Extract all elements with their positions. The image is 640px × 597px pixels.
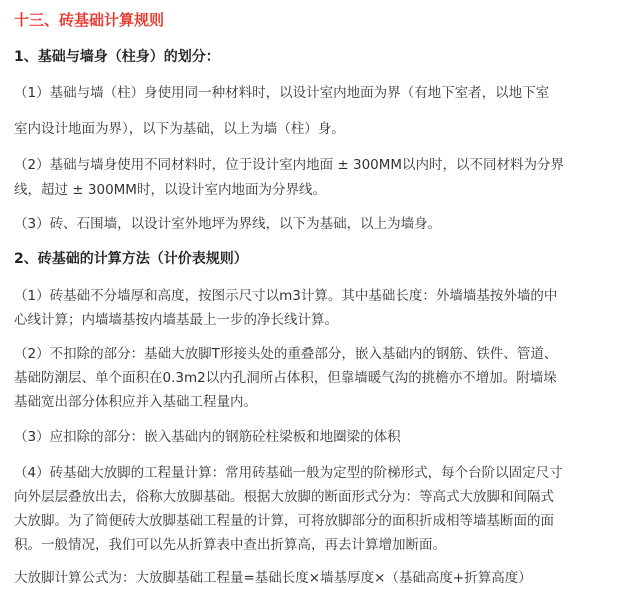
paragraph-text: 基础防潮层、单个面积在0.3m2以内孔洞所占体积，但靠墙暖气沟的挑檐亦不增加。附墙垛 — [14, 370, 557, 386]
paragraph-text: 向外层层叠放出去，俗称大放脚基础。根据大放脚的断面形式分为：等高式大放脚和间隔式 — [14, 489, 554, 505]
paragraph-text: （3）应扣除的部分：嵌入基础内的钢筋砼柱梁板和地圈梁的体积 — [14, 429, 401, 445]
paragraph-text: （1）砖基础不分墙厚和高度，按图示尺寸以m3计算。其中基础长度：外墙墙基按外墙的中 — [14, 288, 558, 304]
paragraph-text: 基础宽出部分体积应并入基础工程量内。 — [14, 394, 257, 410]
paragraph-text: （2）不扣除的部分：基础大放脚T形接头处的重叠部分，嵌入基础内的钢筋、铁件、管道、 — [14, 346, 558, 362]
paragraph-text: （4）砖基础大放脚的工程量计算：常用砖基础一般为定型的阶梯形式，每个台阶以固定尺寸 — [14, 465, 563, 481]
paragraph-text: 室内设计地面为界），以下为基础，以上为墙（柱）身。 — [14, 121, 345, 137]
heading-calc-method: 2、砖基础的计算方法（计价表规则） — [14, 251, 248, 267]
section-title: 十三、砖基础计算规则 — [14, 11, 165, 29]
paragraph-text: （1）基础与墙（柱）身使用同一种材料时，以设计室内地面为界（有地下室者，以地下室 — [14, 85, 550, 101]
paragraph-text: 大放脚。为了简便砖大放脚基础工程量的计算，可将放脚部分的面积折成相等墙基断面的面 — [14, 513, 554, 529]
paragraph-text: 积。一般情况，我们可以先从折算表中查出折算高，再去计算增加断面。 — [14, 537, 446, 553]
paragraph-text: （3）砖、石围墙，以设计室外地坪为界线，以下为基础，以上为墙身。 — [14, 216, 442, 232]
paragraph-text: 心线计算；内墙墙基按内墙基最上一步的净长线计算。 — [14, 312, 338, 328]
formula-text: 大放脚计算公式为：大放脚基础工程量=基础长度×墙基厚度×（基础高度+折算高度） — [14, 570, 532, 586]
heading-wall-division: 1、基础与墙身（柱身）的划分： — [14, 49, 220, 65]
paragraph-text: （2）基础与墙身使用不同材料时，位于设计室内地面 ± 300MM以内时，以不同材料为分界 — [14, 157, 565, 173]
paragraph-text: 线，超过 ± 300MM时，以设计室内地面为分界线。 — [14, 182, 326, 198]
